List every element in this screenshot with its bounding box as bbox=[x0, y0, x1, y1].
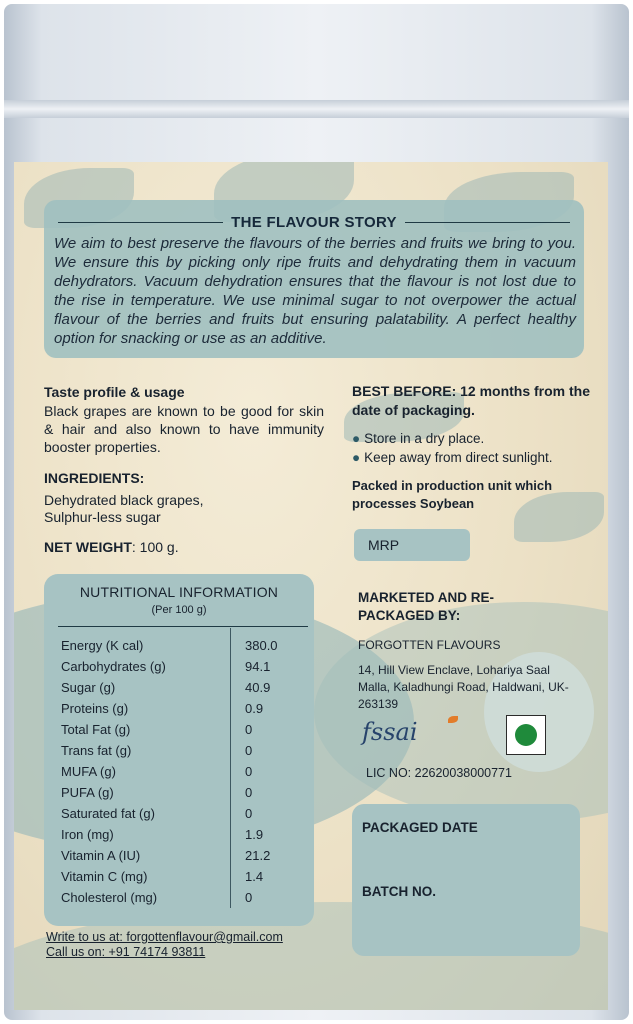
taste-title: Taste profile & usage bbox=[44, 384, 185, 400]
batch-number-label: BATCH NO. bbox=[362, 884, 436, 899]
nutrient-value: 21.2 bbox=[245, 848, 271, 863]
story-text: We aim to best preserve the flavours of the berries and fruits we bring to you. We ensure this by picking only ripe fruits and dehydrating them in vacuum dehydrators. Vacuum dehydration ensures that the flavour is not lost due to the rise in temperature. We use minimal sugar to not overpower the actual flavour of the berries and fruits but ensuring palatability. A perfect healthy option for snacking or use as an additive. bbox=[54, 235, 576, 347]
license-number: LIC NO: 22620038000771 bbox=[366, 766, 512, 780]
veg-dot bbox=[515, 724, 537, 746]
nutrient-name: Iron (mg) bbox=[61, 827, 114, 842]
nutrition-subtitle: (Per 100 g) bbox=[151, 604, 207, 616]
storage-list bbox=[352, 429, 612, 467]
nutrition-row bbox=[44, 825, 314, 845]
nutrition-row bbox=[44, 657, 314, 677]
nutrient-value: 94.1 bbox=[245, 659, 271, 674]
storage-item bbox=[352, 429, 612, 448]
mrp-label: MRP bbox=[368, 537, 400, 553]
nutrition-row bbox=[44, 720, 314, 740]
nutrient-value: 0 bbox=[245, 890, 253, 905]
nutrient-name: Cholesterol (mg) bbox=[61, 890, 158, 905]
nutrition-row bbox=[44, 867, 314, 887]
title-rule bbox=[58, 222, 223, 223]
nutrition-panel bbox=[44, 574, 314, 926]
net-weight-label: NET WEIGHT bbox=[44, 539, 132, 555]
mrp-box bbox=[354, 529, 470, 561]
best-before: BEST BEFORE: 12 months from the date of packaging. bbox=[352, 383, 591, 418]
packaged-date-label: PACKAGED DATE bbox=[362, 820, 478, 835]
nutrient-value: 1.4 bbox=[245, 869, 264, 884]
allergen-note: Packed in production unit which processes Soybean bbox=[352, 478, 553, 511]
nutrient-name: Trans fat (g) bbox=[61, 743, 132, 758]
nutrient-name: Vitamin C (mg) bbox=[61, 869, 148, 884]
nutrition-row bbox=[44, 804, 314, 824]
nutrient-value: 0 bbox=[245, 764, 253, 779]
nutrition-row bbox=[44, 762, 314, 782]
storage-text: Keep away from direct sunlight. bbox=[364, 450, 553, 465]
flavour-story-panel bbox=[44, 200, 584, 358]
taste-text: Black grapes are known to be good for skin & hair and also known to have immunity booster properties. bbox=[44, 403, 324, 455]
contact-phone[interactable]: Call us on: +91 74174 93811 bbox=[46, 945, 206, 959]
nutrient-value: 0 bbox=[245, 785, 253, 800]
nutrient-name: Total Fat (g) bbox=[61, 722, 131, 737]
nutrient-value: 380.0 bbox=[245, 638, 278, 653]
company-address: 14, Hill View Enclave, Lohariya Saal Malla, Kaladhungi Road, Haldwani, UK-263139 bbox=[358, 663, 569, 711]
net-weight bbox=[44, 538, 179, 556]
story-title: THE FLAVOUR STORY bbox=[231, 213, 397, 231]
storage-item bbox=[352, 448, 612, 467]
bullet-icon: ● bbox=[352, 431, 361, 446]
nutrient-name: Sugar (g) bbox=[61, 680, 116, 695]
veg-mark-icon bbox=[506, 715, 546, 755]
nutrient-name: PUFA (g) bbox=[61, 785, 114, 800]
nutrient-value: 0.9 bbox=[245, 701, 264, 716]
nutrient-name: Proteins (g) bbox=[61, 701, 129, 716]
nutrition-row bbox=[44, 699, 314, 719]
nutrition-row bbox=[44, 846, 314, 866]
nutrition-title: NUTRITIONAL INFORMATION bbox=[79, 584, 279, 600]
nutrition-row bbox=[44, 783, 314, 803]
nutrient-name: Vitamin A (IU) bbox=[61, 848, 141, 863]
nutrition-row bbox=[44, 678, 314, 698]
zipper-band bbox=[4, 100, 629, 118]
nutrition-row bbox=[44, 741, 314, 761]
nutrient-value: 1.9 bbox=[245, 827, 264, 842]
nutrient-name: Energy (K cal) bbox=[61, 638, 144, 653]
nutrient-name: MUFA (g) bbox=[61, 764, 116, 779]
nutrient-name: Carbohydrates (g) bbox=[61, 659, 166, 674]
marketed-by-title: MARKETED AND RE-PACKAGED BY: bbox=[358, 590, 494, 623]
nutrient-value: 40.9 bbox=[245, 680, 271, 695]
nutrition-row bbox=[44, 636, 314, 656]
ingredient-line: Sulphur-less sugar bbox=[44, 509, 161, 525]
ingredients-title: INGREDIENTS: bbox=[44, 470, 145, 486]
nutrient-value: 0 bbox=[245, 722, 253, 737]
nutrient-value: 0 bbox=[245, 806, 253, 821]
story-title-row bbox=[58, 212, 570, 232]
net-weight-value: : 100 g. bbox=[131, 539, 179, 555]
company-name: FORGOTTEN FLAVOURS bbox=[358, 638, 501, 652]
nutrition-row bbox=[44, 888, 314, 908]
contact-email[interactable]: Write to us at: forgottenflavour@gmail.com bbox=[46, 930, 283, 944]
packaging-info-box bbox=[352, 804, 580, 956]
nutrition-divider bbox=[58, 626, 308, 627]
ingredient-line: Dehydrated black grapes, bbox=[44, 492, 204, 508]
nutrient-name: Saturated fat (g) bbox=[61, 806, 155, 821]
storage-text: Store in a dry place. bbox=[364, 431, 485, 446]
nutrient-value: 0 bbox=[245, 743, 253, 758]
fssai-logo: fssai bbox=[362, 718, 418, 746]
bullet-icon: ● bbox=[352, 450, 361, 465]
title-rule bbox=[405, 222, 570, 223]
